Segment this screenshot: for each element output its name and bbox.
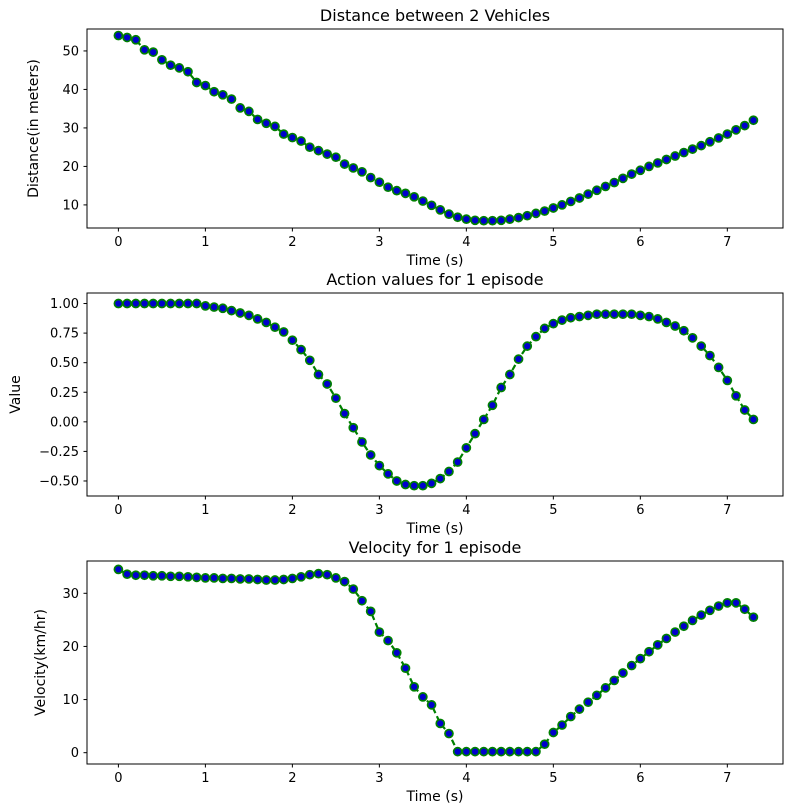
data-point	[662, 634, 670, 642]
data-point	[314, 371, 322, 379]
x-tick-label: 4	[462, 771, 471, 786]
data-point	[593, 310, 601, 318]
data-point	[227, 95, 235, 103]
data-point	[549, 729, 557, 737]
data-point	[541, 740, 549, 748]
data-point	[306, 143, 314, 151]
data-point	[671, 322, 679, 330]
data-point	[515, 214, 523, 222]
x-tick-label: 4	[462, 235, 471, 250]
data-point	[515, 355, 523, 363]
data-point	[697, 342, 705, 350]
x-tick-label: 1	[201, 503, 210, 518]
data-point	[236, 104, 244, 112]
y-tick-label: 0.25	[50, 385, 79, 401]
data-point	[367, 174, 375, 182]
data-point	[628, 310, 636, 318]
data-point	[610, 179, 618, 187]
subplot-2-title: Action values for 1 episode	[326, 270, 544, 289]
data-point	[497, 216, 505, 224]
subplot-1-title: Distance between 2 Vehicles	[319, 6, 551, 25]
data-point	[288, 134, 296, 142]
data-point	[236, 575, 244, 583]
data-point	[602, 684, 610, 692]
y-tick-label: 0	[70, 746, 79, 762]
data-point	[575, 194, 583, 202]
subplot-1-markers	[114, 32, 757, 225]
data-point	[575, 313, 583, 321]
data-point	[332, 574, 340, 582]
data-point	[749, 613, 757, 621]
data-point	[636, 655, 644, 663]
data-point	[384, 637, 392, 645]
data-point	[558, 201, 566, 209]
subplot-3-title: Velocity for 1 episode	[348, 538, 522, 557]
data-point	[662, 318, 670, 326]
y-tick-label: −0.50	[39, 474, 79, 490]
subplot-1-x-ticks	[114, 228, 731, 250]
data-point	[280, 130, 288, 138]
data-point	[610, 676, 618, 684]
subplot-3-y-ticks	[62, 587, 87, 761]
subplot-2-ylabel: Value	[8, 375, 24, 414]
data-point	[567, 314, 575, 322]
data-point	[393, 187, 401, 195]
data-point	[471, 748, 479, 756]
data-point	[132, 36, 140, 44]
data-point	[593, 691, 601, 699]
data-point	[114, 300, 122, 308]
data-point	[619, 174, 627, 182]
data-point	[332, 153, 340, 161]
data-point	[271, 122, 279, 130]
data-point	[662, 155, 670, 163]
data-point	[723, 376, 731, 384]
subplot-3-markers	[114, 565, 757, 755]
subplot-2-series-line	[118, 304, 753, 486]
data-point	[314, 147, 322, 155]
x-tick-label: 1	[201, 771, 210, 786]
data-point	[619, 669, 627, 677]
data-point	[419, 197, 427, 205]
data-point	[201, 82, 209, 90]
subplot-2-markers	[114, 300, 757, 490]
data-point	[123, 300, 131, 308]
subplot-3-axes-frame	[87, 561, 783, 764]
data-point	[184, 573, 192, 581]
subplot-3	[33, 538, 783, 805]
data-point	[245, 575, 253, 583]
subplot-3-x-ticks	[114, 764, 731, 786]
data-point	[689, 334, 697, 342]
x-tick-label: 2	[288, 235, 297, 250]
data-point	[358, 168, 366, 176]
y-tick-label: 1.00	[50, 297, 79, 313]
data-point	[445, 468, 453, 476]
data-point	[732, 392, 740, 400]
data-point	[628, 662, 636, 670]
y-tick-label: 0.00	[50, 415, 79, 431]
data-point	[645, 162, 653, 170]
data-point	[715, 134, 723, 142]
y-tick-label: 20	[62, 159, 79, 175]
data-point	[341, 160, 349, 168]
data-point	[584, 698, 592, 706]
data-point	[636, 311, 644, 319]
data-point	[645, 648, 653, 656]
data-point	[341, 410, 349, 418]
data-point	[732, 126, 740, 134]
data-point	[219, 574, 227, 582]
subplot-2	[8, 270, 783, 537]
y-tick-label: 20	[62, 639, 79, 655]
data-point	[619, 310, 627, 318]
data-point	[480, 217, 488, 225]
data-point	[558, 316, 566, 324]
data-point	[428, 201, 436, 209]
data-point	[288, 574, 296, 582]
data-point	[445, 210, 453, 218]
data-point	[167, 61, 175, 69]
data-point	[741, 406, 749, 414]
data-point	[410, 193, 418, 201]
subplot-1-ylabel: Distance(in meters)	[26, 59, 42, 198]
subplot-1-y-ticks	[62, 44, 87, 213]
data-point	[602, 310, 610, 318]
data-point	[741, 122, 749, 130]
y-tick-label: 30	[62, 121, 79, 137]
data-point	[436, 719, 444, 727]
data-point	[462, 748, 470, 756]
data-point	[193, 300, 201, 308]
data-point	[375, 628, 383, 636]
data-point	[567, 197, 575, 205]
data-point	[349, 164, 357, 172]
data-point	[671, 628, 679, 636]
data-point	[254, 575, 262, 583]
data-point	[401, 664, 409, 672]
data-point	[158, 572, 166, 580]
data-point	[175, 572, 183, 580]
data-point	[532, 333, 540, 341]
data-point	[462, 215, 470, 223]
data-point	[749, 415, 757, 423]
data-point	[132, 300, 140, 308]
data-point	[558, 721, 566, 729]
subplot-2-x-ticks	[114, 496, 731, 518]
data-point	[306, 356, 314, 364]
x-tick-label: 3	[375, 771, 384, 786]
data-point	[323, 571, 331, 579]
y-tick-label: 30	[62, 586, 79, 602]
data-point	[506, 215, 514, 223]
x-tick-label: 0	[114, 771, 123, 786]
data-point	[149, 300, 157, 308]
subplot-1-series-line	[118, 36, 753, 221]
data-point	[297, 573, 305, 581]
data-point	[323, 380, 331, 388]
data-point	[367, 451, 375, 459]
data-point	[262, 318, 270, 326]
data-point	[393, 477, 401, 485]
data-point	[375, 462, 383, 470]
x-tick-label: 7	[723, 771, 732, 786]
x-tick-label: 6	[636, 503, 645, 518]
subplot-3-xlabel: Time (s)	[406, 789, 464, 805]
data-point	[723, 599, 731, 607]
data-point	[410, 482, 418, 490]
data-point	[419, 482, 427, 490]
data-point	[610, 310, 618, 318]
data-point	[506, 371, 514, 379]
data-point	[497, 748, 505, 756]
data-point	[697, 142, 705, 150]
data-point	[384, 183, 392, 191]
data-point	[254, 315, 262, 323]
data-point	[541, 324, 549, 332]
data-point	[715, 602, 723, 610]
subplot-1	[26, 6, 783, 269]
subplot-2-xlabel: Time (s)	[406, 521, 464, 537]
data-point	[680, 327, 688, 335]
data-point	[436, 475, 444, 483]
data-point	[175, 300, 183, 308]
data-point	[332, 394, 340, 402]
subplot-1-axes-frame	[87, 29, 783, 228]
data-point	[401, 189, 409, 197]
subplot-3-ylabel: Velocity(km/hr)	[33, 609, 49, 716]
data-point	[367, 607, 375, 615]
x-tick-label: 1	[201, 235, 210, 250]
data-point	[584, 311, 592, 319]
data-point	[628, 170, 636, 178]
data-point	[193, 573, 201, 581]
data-point	[602, 182, 610, 190]
x-tick-label: 6	[636, 771, 645, 786]
data-point	[280, 328, 288, 336]
data-point	[341, 578, 349, 586]
data-point	[167, 300, 175, 308]
data-point	[697, 611, 705, 619]
data-point	[219, 91, 227, 99]
data-point	[227, 574, 235, 582]
data-point	[428, 479, 436, 487]
data-point	[680, 149, 688, 157]
subplot-2-y-ticks	[39, 297, 87, 489]
data-point	[323, 150, 331, 158]
y-tick-label: −0.25	[39, 444, 79, 460]
data-point	[262, 576, 270, 584]
data-point	[158, 300, 166, 308]
data-point	[689, 145, 697, 153]
data-point	[689, 616, 697, 624]
y-tick-label: 0.75	[50, 326, 79, 342]
data-point	[262, 119, 270, 127]
data-point	[123, 570, 131, 578]
data-point	[227, 307, 235, 315]
y-tick-label: 10	[62, 198, 79, 214]
data-point	[158, 56, 166, 64]
data-point	[149, 572, 157, 580]
data-point	[375, 178, 383, 186]
data-point	[349, 424, 357, 432]
data-point	[706, 352, 714, 360]
data-point	[567, 713, 575, 721]
data-point	[401, 481, 409, 489]
data-point	[706, 138, 714, 146]
data-point	[410, 683, 418, 691]
data-point	[141, 571, 149, 579]
x-tick-label: 7	[723, 503, 732, 518]
x-tick-label: 5	[549, 235, 558, 250]
data-point	[271, 323, 279, 331]
data-point	[593, 186, 601, 194]
data-point	[245, 107, 253, 115]
data-point	[654, 159, 662, 167]
data-point	[480, 748, 488, 756]
subplot-1-xlabel: Time (s)	[406, 253, 464, 269]
data-point	[454, 748, 462, 756]
x-tick-label: 5	[549, 771, 558, 786]
y-tick-label: 0.50	[50, 356, 79, 372]
data-point	[741, 605, 749, 613]
data-point	[149, 48, 157, 56]
data-point	[523, 342, 531, 350]
data-point	[549, 204, 557, 212]
data-point	[488, 401, 496, 409]
data-point	[549, 320, 557, 328]
data-point	[349, 585, 357, 593]
data-point	[645, 313, 653, 321]
data-point	[680, 622, 688, 630]
x-tick-label: 0	[114, 503, 123, 518]
data-point	[280, 575, 288, 583]
y-tick-label: 50	[62, 44, 79, 60]
data-point	[271, 576, 279, 584]
data-point	[462, 444, 470, 452]
data-point	[575, 705, 583, 713]
data-point	[715, 363, 723, 371]
data-point	[749, 116, 757, 124]
data-point	[454, 458, 462, 466]
data-point	[175, 64, 183, 72]
y-tick-label: 10	[62, 693, 79, 709]
data-point	[654, 641, 662, 649]
data-point	[636, 166, 644, 174]
data-point	[132, 571, 140, 579]
data-point	[488, 748, 496, 756]
data-point	[480, 415, 488, 423]
x-tick-label: 7	[723, 235, 732, 250]
data-point	[297, 346, 305, 354]
data-point	[532, 209, 540, 217]
x-tick-label: 6	[636, 235, 645, 250]
data-point	[114, 565, 122, 573]
data-point	[184, 68, 192, 76]
data-point	[384, 470, 392, 478]
data-point	[723, 130, 731, 138]
data-point	[654, 315, 662, 323]
data-point	[201, 574, 209, 582]
x-tick-label: 5	[549, 503, 558, 518]
data-point	[219, 304, 227, 312]
x-tick-label: 3	[375, 503, 384, 518]
data-point	[506, 748, 514, 756]
data-point	[523, 212, 531, 220]
data-point	[471, 430, 479, 438]
data-point	[201, 302, 209, 310]
data-point	[141, 46, 149, 54]
data-point	[523, 748, 531, 756]
data-point	[306, 571, 314, 579]
data-point	[358, 597, 366, 605]
data-point	[732, 599, 740, 607]
data-point	[445, 730, 453, 738]
data-point	[167, 572, 175, 580]
data-point	[184, 300, 192, 308]
data-point	[254, 115, 262, 123]
data-point	[236, 309, 244, 317]
data-point	[210, 574, 218, 582]
data-point	[193, 79, 201, 87]
data-point	[210, 303, 218, 311]
data-point	[454, 213, 462, 221]
data-point	[141, 300, 149, 308]
x-tick-label: 2	[288, 503, 297, 518]
x-tick-label: 2	[288, 771, 297, 786]
data-point	[314, 570, 322, 578]
data-point	[541, 207, 549, 215]
data-point	[706, 606, 714, 614]
data-point	[123, 33, 131, 41]
data-point	[436, 206, 444, 214]
data-point	[497, 384, 505, 392]
data-point	[471, 216, 479, 224]
data-point	[428, 701, 436, 709]
x-tick-label: 4	[462, 503, 471, 518]
data-point	[358, 438, 366, 446]
data-point	[488, 217, 496, 225]
data-point	[671, 152, 679, 160]
y-tick-label: 40	[62, 82, 79, 98]
x-tick-label: 0	[114, 235, 123, 250]
data-point	[532, 748, 540, 756]
x-tick-label: 3	[375, 235, 384, 250]
data-point	[245, 311, 253, 319]
data-point	[515, 748, 523, 756]
data-point	[210, 88, 218, 96]
data-point	[114, 32, 122, 40]
data-point	[419, 693, 427, 701]
data-point	[393, 649, 401, 657]
data-point	[288, 336, 296, 344]
data-point	[297, 137, 305, 145]
data-point	[584, 190, 592, 198]
